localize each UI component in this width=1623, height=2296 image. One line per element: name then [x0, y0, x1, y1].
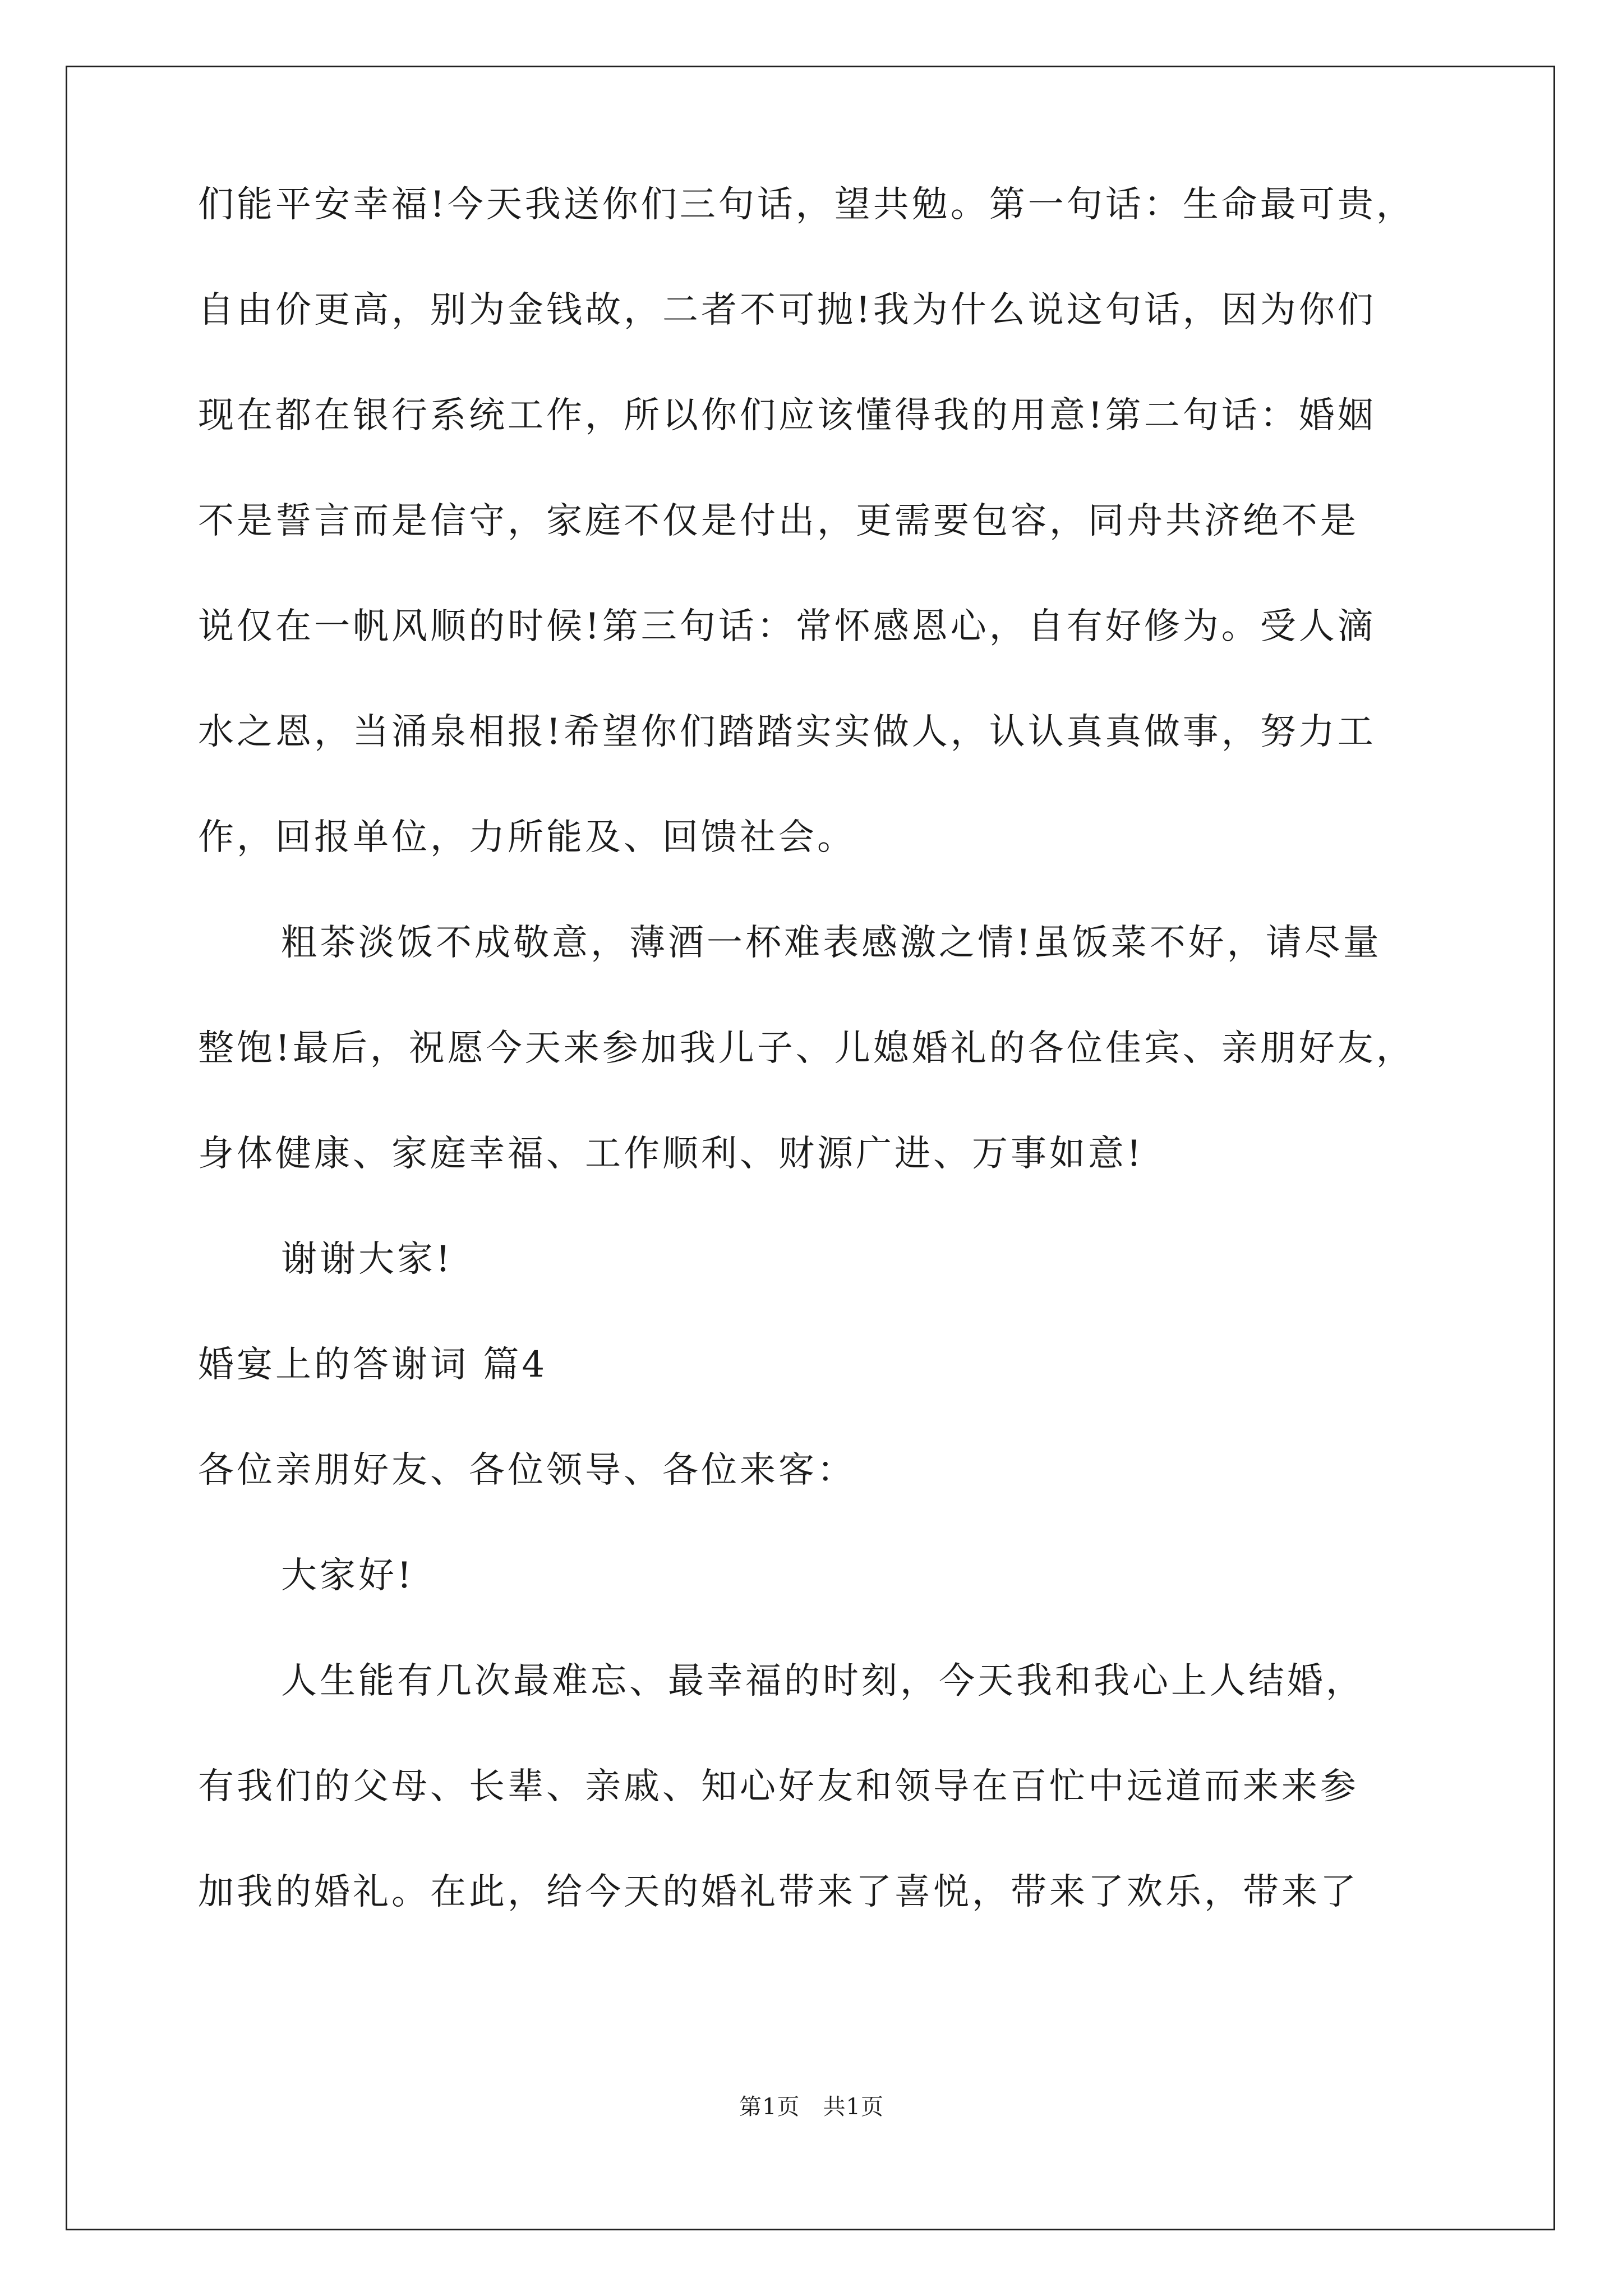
text-line: 身体健康、家庭幸福、工作顺利、财源广进、万事如意! [198, 1133, 1144, 1175]
greeting: 大家好! [281, 1555, 414, 1596]
text-line: 水之恩，当涌泉相报!希望你们踏踏实实做人，认认真真做事，努力工 [198, 711, 1376, 753]
salutation: 各位亲朋好友、各位领导、各位来客： [198, 1450, 856, 1491]
text-line: 人生能有几次最难忘、最幸福的时刻，今天我和我心上人结婚， [281, 1660, 1364, 1702]
section-heading: 婚宴上的答谢词 篇4 [198, 1344, 548, 1386]
document-body [198, 185, 1426, 1978]
text-line: 不是誓言而是信守，家庭不仅是付出，更需要包容，同舟共济绝不是 [198, 500, 1359, 542]
text-line: 现在都在银行系统工作，所以你们应该懂得我的用意!第二句话：婚姻 [198, 395, 1376, 436]
page-number-footer: 第1页 共1页 [739, 2094, 884, 2120]
text-line: 自由价更高，别为金钱故，二者不可抛!我为什么说这句话，因为你们 [198, 289, 1376, 331]
text-line: 说仅在一帆风顺的时候!第三句话：常怀感恩心，自有好修为。受人滴 [198, 606, 1376, 647]
text-line: 们能平安幸福!今天我送你们三句话，望共勉。第一句话：生命最可贵， [198, 184, 1415, 226]
text-line: 作，回报单位，力所能及、回馈社会。 [198, 817, 856, 858]
closing-thanks: 谢谢大家! [281, 1239, 453, 1280]
text-line: 粗茶淡饭不成敬意，薄酒一杯难表感激之情!虽饭菜不好，请尽量 [281, 922, 1382, 964]
text-line: 有我们的父母、长辈、亲戚、知心好友和领导在百忙中远道而来来参 [198, 1766, 1359, 1807]
text-line: 加我的婚礼。在此，给今天的婚礼带来了喜悦，带来了欢乐，带来了 [198, 1871, 1359, 1913]
text-line: 整饱!最后，祝愿今天来参加我儿子、儿媳婚礼的各位佳宾、亲朋好友， [198, 1028, 1415, 1069]
